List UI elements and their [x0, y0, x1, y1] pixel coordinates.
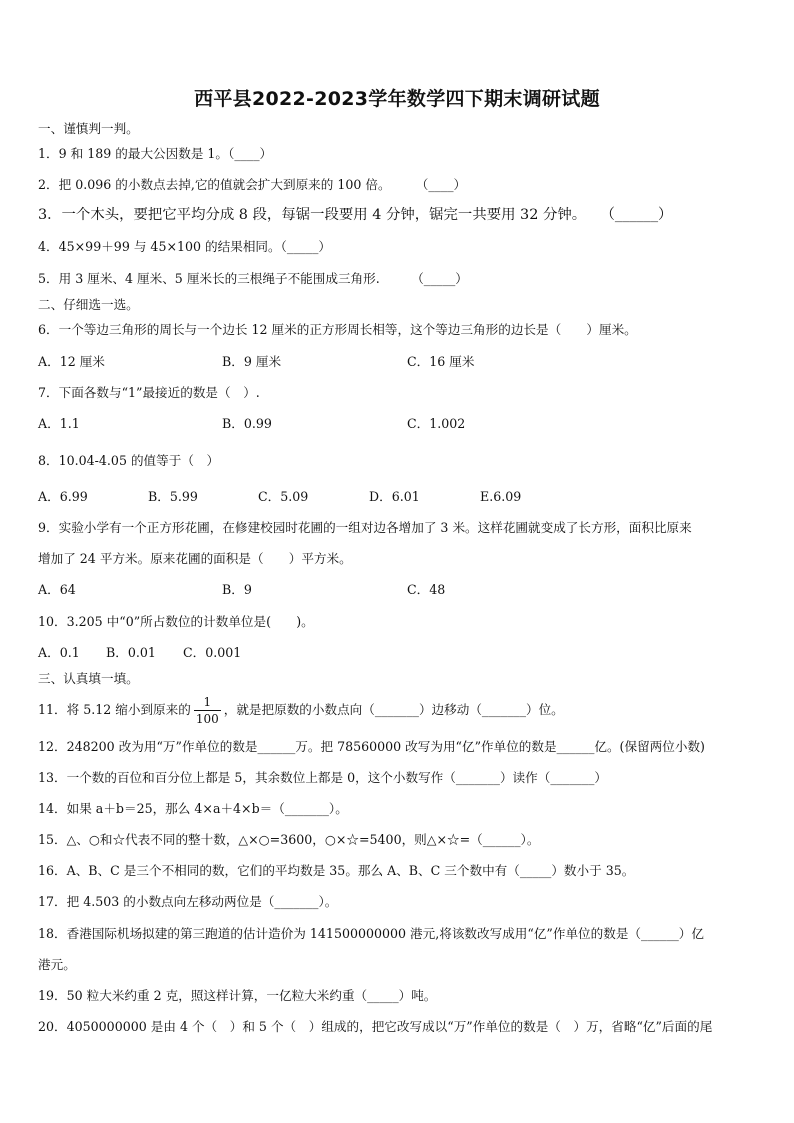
q9-option-c: C．48	[407, 582, 446, 597]
question-18-line-1: 18．香港国际机场拟建的第三跑道的估计造价为 141500000000 港元,将该数改写成用“亿”作单位的数是（______）亿	[38, 926, 704, 941]
q11-fraction-numerator: 1	[194, 696, 221, 711]
question-5: 5．用 3 厘米、4 厘米、5 厘米长的三根绳子不能围成三角形. （_____）	[38, 271, 468, 286]
question-3: 3．一个木头，要把它平均分成 8 段，每锯一段要用 4 分钟，锯完一共要用 32 分钟。 （______）	[38, 207, 673, 223]
question-11	[38, 692, 564, 728]
q10-option-a: A．0.1	[38, 645, 80, 660]
q6-option-b: B．9 厘米	[222, 354, 282, 369]
question-2: 2．把 0.096 的小数点去掉,它的值就会扩大到原来的 100 倍。 （____）	[38, 177, 467, 192]
question-17: 17．把 4.503 的小数点向左移动两位是（_______）。	[38, 894, 338, 909]
q6-option-c: C．16 厘米	[407, 354, 475, 369]
q8-option-b: B．5.99	[148, 489, 198, 504]
question-20: 20．4050000000 是由 4 个（ ）和 5 个（ ）组成的，把它改写成以“万”作单位的数是（ ）万，省略“亿”后面的尾	[38, 1019, 713, 1034]
q8-option-c: C．5.09	[258, 489, 309, 504]
question-6: 6．一个等边三角形的周长与一个边长 12 厘米的正方形周长相等，这个等边三角形的边长是（ ）厘米。	[38, 322, 637, 337]
q11-fraction	[194, 696, 221, 725]
question-16: 16．A、B、C 是三个不相同的数，它们的平均数是 35。那么 A、B、C 三个数中有（_____）数小于 35。	[38, 863, 635, 878]
question-4: 4．45×99＋99 与 45×100 的结果相同。（_____）	[38, 239, 331, 254]
question-1: 1．9 和 189 的最大公因数是 1。（____）	[38, 146, 273, 161]
q7-option-a: A．1.1	[38, 416, 80, 431]
question-14: 14．如果 a＋b＝25，那么 4×a＋4×b＝（_______）。	[38, 801, 348, 816]
question-8: 8．10.04-4.05 的值等于（ ）	[38, 453, 220, 468]
question-15: 15．△、○和☆代表不同的整十数，△×○=3600，○×☆=5400，则△×☆=（______）。	[38, 832, 540, 847]
q11-text-before: 11．将 5.12 缩小到原来的	[38, 702, 191, 717]
q8-option-e: E.6.09	[480, 489, 522, 504]
q7-option-c: C．1.002	[407, 416, 466, 431]
q6-option-a: A．12 厘米	[38, 354, 105, 369]
q10-option-b: B．0.01	[106, 645, 156, 660]
q11-text-after: ，就是把原数的小数点向（_______）边移动（_______）位。	[223, 702, 564, 717]
question-12: 12．248200 改为用“万”作单位的数是______万。把 78560000 改写为用“亿”作单位的数是______亿。(保留两位小数)	[38, 739, 705, 754]
page-title: 西平县2022-2023学年数学四下期末调研试题	[194, 88, 600, 110]
question-9-line-2: 增加了 24 平方米。原来花圃的面积是（ ）平方米。	[38, 551, 352, 566]
q8-option-d: D．6.01	[369, 489, 420, 504]
q10-option-c: C．0.001	[183, 645, 242, 660]
question-13: 13．一个数的百位和百分位上都是 5，其余数位上都是 0，这个小数写作（_______）读作（_______）	[38, 770, 607, 785]
question-7: 7．下面各数与“1”最接近的数是（ ）.	[38, 385, 260, 400]
question-9-line-1: 9．实验小学有一个正方形花圃，在修建校园时花圃的一组对边各增加了 3 米。这样花圃就变成了长方形，面积比原来	[38, 520, 692, 535]
q9-option-a: A．64	[38, 582, 76, 597]
question-18-line-2: 港元。	[38, 957, 76, 972]
q7-option-b: B．0.99	[222, 416, 272, 431]
q8-option-a: A．6.99	[38, 489, 88, 504]
question-10: 10．3.205 中“0”所占数位的计数单位是( )。	[38, 614, 314, 629]
section-heading-3: 三、认真填一填。	[38, 671, 139, 686]
question-19: 19．50 粒大米约重 2 克，照这样计算，一亿粒大米约重（_____）吨。	[38, 988, 437, 1003]
section-heading-1: 一、谨慎判一判。	[38, 121, 139, 136]
q9-option-b: B．9	[222, 582, 252, 597]
section-heading-2: 二、仔细选一选。	[38, 297, 139, 312]
q11-fraction-denominator: 100	[195, 712, 219, 726]
